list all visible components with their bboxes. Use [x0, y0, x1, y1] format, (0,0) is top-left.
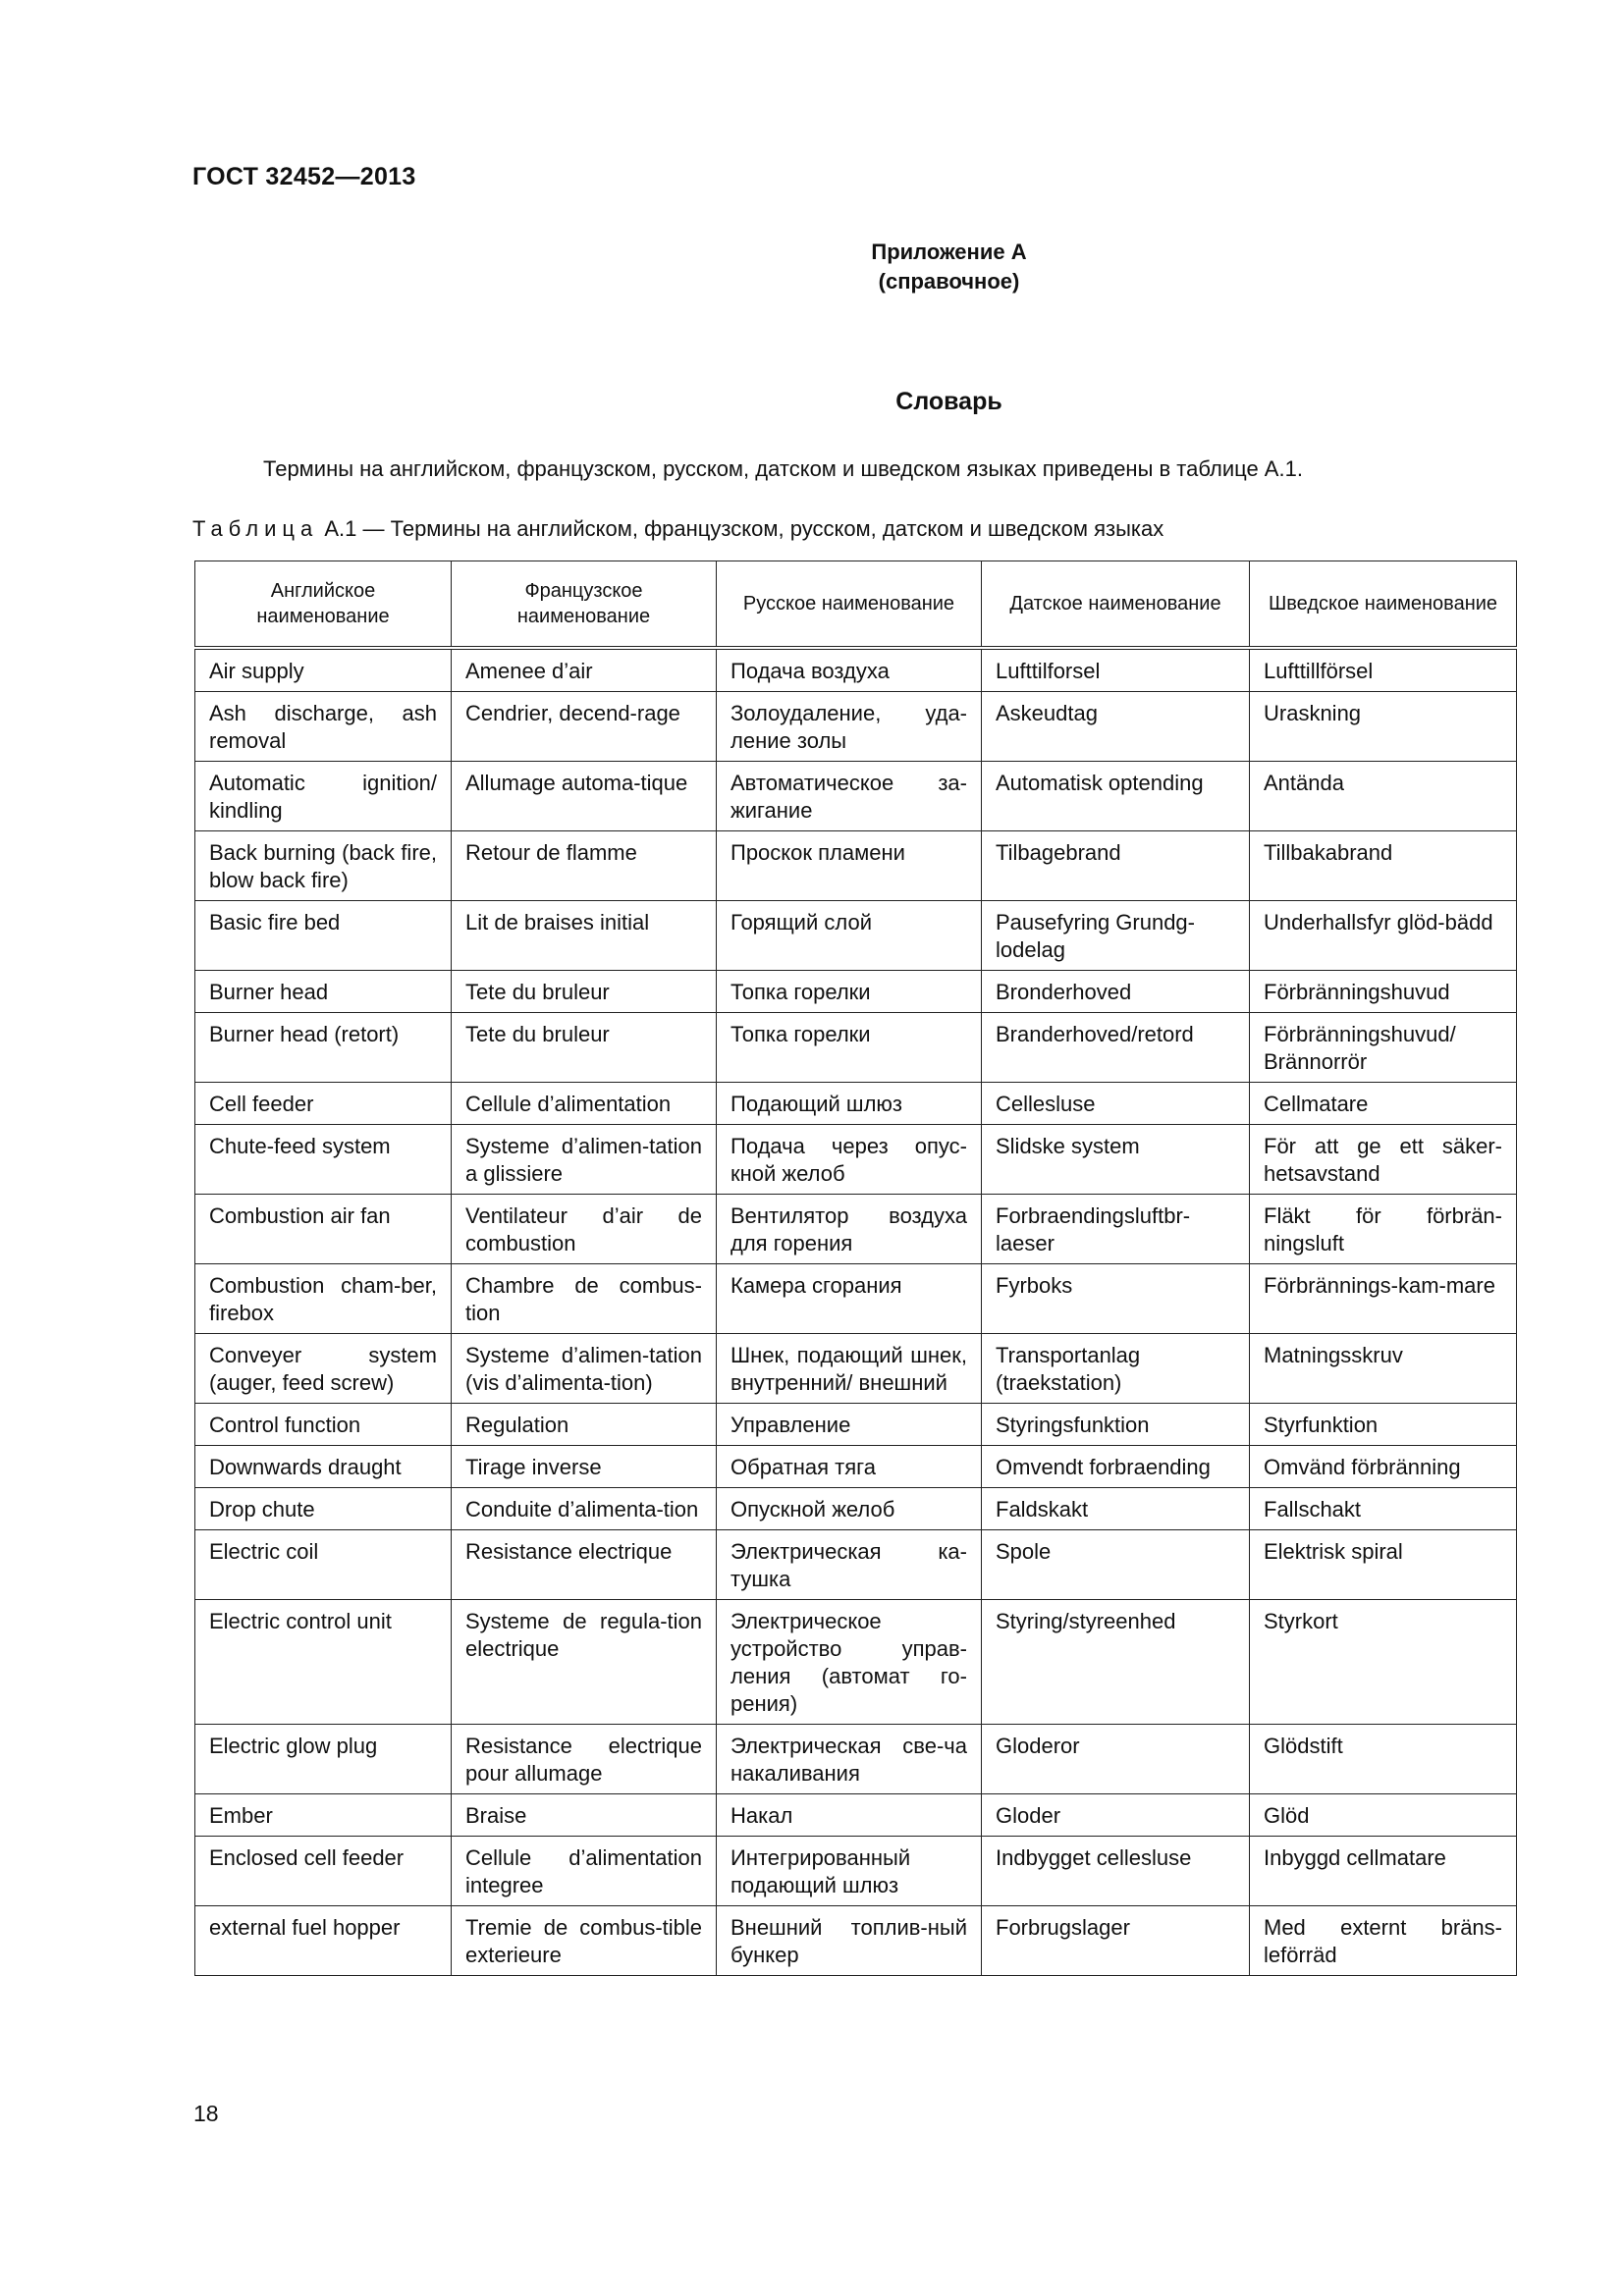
cell-danish: Pausefyring Grundg-lodelag [982, 901, 1250, 971]
cell-swedish: Omvänd förbränning [1250, 1446, 1517, 1488]
cell-french: Chambre de combus-tion [452, 1264, 717, 1334]
cell-danish: Slidske system [982, 1125, 1250, 1195]
cell-swedish: Underhallsfyr glöd-bädd [1250, 901, 1517, 971]
table-row [195, 831, 1517, 901]
table-row [195, 1794, 1517, 1837]
cell-english: Combustion air fan [195, 1195, 452, 1264]
cell-russian: Управление [717, 1404, 982, 1446]
cell-french: Conduite d’alimenta-tion [452, 1488, 717, 1530]
cell-swedish: Fallschakt [1250, 1488, 1517, 1530]
cell-russian: Опускной желоб [717, 1488, 982, 1530]
table-caption [192, 516, 1163, 542]
table-row [195, 1013, 1517, 1083]
cell-french: Tete du bruleur [452, 1013, 717, 1083]
cell-french: Lit de braises initial [452, 901, 717, 971]
cell-swedish: För att ge ett säker-hetsavstand [1250, 1125, 1517, 1195]
cell-english: Conveyer system (auger, feed screw) [195, 1334, 452, 1404]
page-number: 18 [193, 2101, 219, 2126]
cell-russian: Подача воздуха [717, 648, 982, 692]
cell-russian: Топка горелки [717, 1013, 982, 1083]
cell-russian: Горящий слой [717, 901, 982, 971]
cell-swedish: Matningsskruv [1250, 1334, 1517, 1404]
cell-danish: Cellesluse [982, 1083, 1250, 1125]
table-body [195, 648, 1517, 1976]
cell-swedish: Cellmatare [1250, 1083, 1517, 1125]
cell-danish: Styring/styreenhed [982, 1600, 1250, 1725]
cell-russian: Золоудаление, уда-ление золы [717, 692, 982, 762]
table-row [195, 1083, 1517, 1125]
cell-swedish: Inbyggd cellmatare [1250, 1837, 1517, 1906]
cell-russian: Интегрированный подающий шлюз [717, 1837, 982, 1906]
cell-english: external fuel hopper [195, 1906, 452, 1976]
cell-swedish: Förbränningshuvud/ Brännorrör [1250, 1013, 1517, 1083]
cell-danish: Faldskakt [982, 1488, 1250, 1530]
cell-swedish: Glödstift [1250, 1725, 1517, 1794]
cell-swedish: Med externt bräns-leförräd [1250, 1906, 1517, 1976]
cell-russian: Внешний топлив-ный бункер [717, 1906, 982, 1976]
cell-english: Enclosed cell feeder [195, 1837, 452, 1906]
cell-english: Combustion cham-ber, firebox [195, 1264, 452, 1334]
cell-french: Resistance electrique [452, 1530, 717, 1600]
cell-english: Cell feeder [195, 1083, 452, 1125]
cell-swedish: Förbrännings-kam-mare [1250, 1264, 1517, 1334]
table-row [195, 1530, 1517, 1600]
table-row [195, 1125, 1517, 1195]
cell-danish: Branderhoved/retord [982, 1013, 1250, 1083]
cell-french: Amenee d’air [452, 648, 717, 692]
cell-swedish: Styrkort [1250, 1600, 1517, 1725]
cell-english: Chute-feed system [195, 1125, 452, 1195]
header-russian: Русское наименование [717, 561, 982, 649]
cell-russian: Вентилятор воздуха для горения [717, 1195, 982, 1264]
cell-danish: Gloder [982, 1794, 1250, 1837]
cell-danish: Lufttilforsel [982, 648, 1250, 692]
cell-danish: Tilbagebrand [982, 831, 1250, 901]
cell-danish: Bronderhoved [982, 971, 1250, 1013]
cell-danish: Automatisk optending [982, 762, 1250, 831]
cell-russian: Электрическое устройство управ-ления (автомат го-рения) [717, 1600, 982, 1725]
table-caption-text: А.1 — Термины на английском, французском, русском, датском и шведском языках [318, 516, 1164, 541]
cell-english: Burner head (retort) [195, 1013, 452, 1083]
cell-french: Cendrier, decend-rage [452, 692, 717, 762]
cell-swedish: Förbränningshuvud [1250, 971, 1517, 1013]
cell-french: Ventilateur d’air de combustion [452, 1195, 717, 1264]
appendix-subtitle: (справочное) [878, 269, 1020, 294]
appendix-title: Приложение А [871, 240, 1027, 264]
header-swedish: Шведское наименование [1250, 561, 1517, 649]
table-row [195, 1906, 1517, 1976]
cell-russian: Подача через опус-кной желоб [717, 1125, 982, 1195]
cell-russian: Топка горелки [717, 971, 982, 1013]
cell-english: Control function [195, 1404, 452, 1446]
table-row [195, 1488, 1517, 1530]
cell-russian: Электрическая све-ча накаливания [717, 1725, 982, 1794]
cell-english: Electric glow plug [195, 1725, 452, 1794]
cell-danish: Fyrboks [982, 1264, 1250, 1334]
cell-swedish: Elektrisk spiral [1250, 1530, 1517, 1600]
cell-russian: Шнек, подающий шнек, внутренний/ внешний [717, 1334, 982, 1404]
cell-danish: Indbygget cellesluse [982, 1837, 1250, 1906]
cell-english: Electric coil [195, 1530, 452, 1600]
cell-french: Systeme de regula-tion electrique [452, 1600, 717, 1725]
cell-danish: Askeudtag [982, 692, 1250, 762]
cell-english: Air supply [195, 648, 452, 692]
cell-french: Braise [452, 1794, 717, 1837]
cell-french: Tirage inverse [452, 1446, 717, 1488]
cell-french: Tremie de combus-tible exterieure [452, 1906, 717, 1976]
table-row [195, 1264, 1517, 1334]
cell-french: Tete du bruleur [452, 971, 717, 1013]
cell-swedish: Styrfunktion [1250, 1404, 1517, 1446]
cell-english: Ash discharge, ash removal [195, 692, 452, 762]
cell-danish: Forbrugslager [982, 1906, 1250, 1976]
cell-english: Electric control unit [195, 1600, 452, 1725]
cell-french: Regulation [452, 1404, 717, 1446]
cell-french: Allumage automa-tique [452, 762, 717, 831]
table-row [195, 762, 1517, 831]
cell-danish: Spole [982, 1530, 1250, 1600]
table-row [195, 1446, 1517, 1488]
table-row [195, 692, 1517, 762]
cell-english: Burner head [195, 971, 452, 1013]
cell-danish: Omvendt forbraending [982, 1446, 1250, 1488]
cell-swedish: Fläkt för förbrän-ningsluft [1250, 1195, 1517, 1264]
cell-russian: Подающий шлюз [717, 1083, 982, 1125]
cell-swedish: Uraskning [1250, 692, 1517, 762]
cell-russian: Накал [717, 1794, 982, 1837]
table-row [195, 1404, 1517, 1446]
cell-russian: Камера сгорания [717, 1264, 982, 1334]
appendix-heading [0, 238, 1623, 296]
table-row [195, 1600, 1517, 1725]
table-row [195, 648, 1517, 692]
section-title: Словарь [895, 388, 1002, 415]
cell-french: Systeme d’alimen-tation (vis d’alimenta-tion) [452, 1334, 717, 1404]
cell-french: Cellule d’alimentation [452, 1083, 717, 1125]
cell-danish: Gloderor [982, 1725, 1250, 1794]
header-english: Английское наименование [195, 561, 452, 649]
table-row [195, 1837, 1517, 1906]
table-row [195, 1195, 1517, 1264]
cell-swedish: Antända [1250, 762, 1517, 831]
cell-english: Automatic ignition/ kindling [195, 762, 452, 831]
cell-english: Downwards draught [195, 1446, 452, 1488]
table-row [195, 1725, 1517, 1794]
cell-danish: Transportanlag (traekstation) [982, 1334, 1250, 1404]
cell-french: Cellule d’alimentation integree [452, 1837, 717, 1906]
cell-swedish: Lufttillförsel [1250, 648, 1517, 692]
cell-swedish: Tillbakabrand [1250, 831, 1517, 901]
cell-danish: Forbraendingsluftbr-laeser [982, 1195, 1250, 1264]
header-danish: Датское наименование [982, 561, 1250, 649]
cell-swedish: Glöd [1250, 1794, 1517, 1837]
glossary-table [194, 561, 1517, 1976]
cell-french: Resistance electrique pour allumage [452, 1725, 717, 1794]
table-row [195, 971, 1517, 1013]
cell-french: Systeme d’alimen-tation a glissiere [452, 1125, 717, 1195]
cell-russian: Проскок пламени [717, 831, 982, 901]
cell-russian: Электрическая ка-тушка [717, 1530, 982, 1600]
cell-russian: Автоматическое за-жигание [717, 762, 982, 831]
table-header-row [195, 561, 1517, 649]
section-title-block [0, 388, 1623, 416]
intro-paragraph: Термины на английском, французском, русском, датском и шведском языках приведены в таблице А.1. [263, 456, 1303, 481]
cell-english: Back burning (back fire, blow back fire) [195, 831, 452, 901]
cell-french: Retour de flamme [452, 831, 717, 901]
cell-english: Ember [195, 1794, 452, 1837]
cell-english: Basic fire bed [195, 901, 452, 971]
table-row [195, 901, 1517, 971]
standard-code: ГОСТ 32452—2013 [192, 163, 416, 190]
table-row [195, 1334, 1517, 1404]
cell-english: Drop chute [195, 1488, 452, 1530]
cell-russian: Обратная тяга [717, 1446, 982, 1488]
table-caption-label: Таблица [192, 516, 319, 541]
cell-danish: Styringsfunktion [982, 1404, 1250, 1446]
header-french: Французское наименование [452, 561, 717, 649]
